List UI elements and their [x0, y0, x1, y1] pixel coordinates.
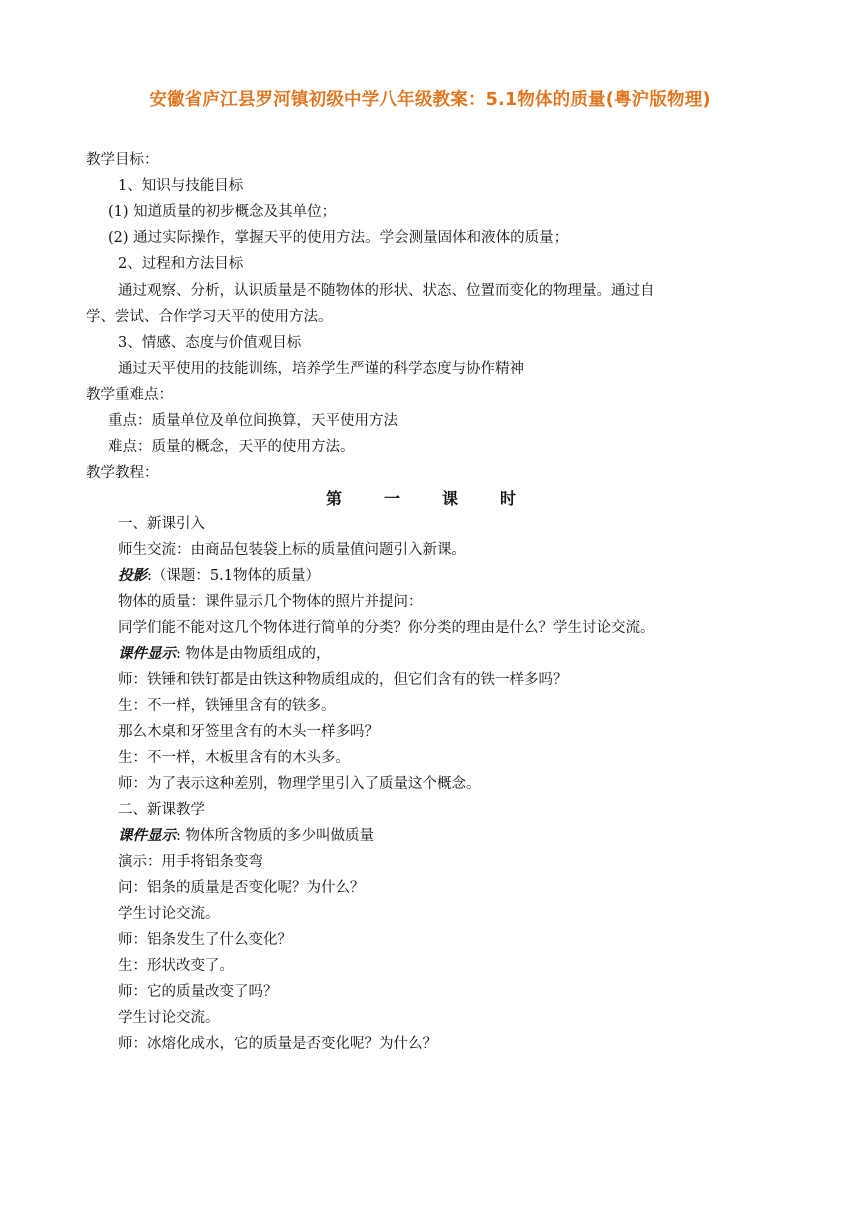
section1-line: 师：铁锤和铁钉都是由铁这种物质组成的，但它们含有的铁一样多吗？: [118, 672, 568, 688]
section1-line: [118, 566, 320, 586]
emotion-text: 通过天平使用的技能训练，培养学生严谨的科学态度与协作精神: [118, 361, 524, 377]
lesson-title-char: 一: [383, 489, 400, 508]
section1-line: 师生交流：由商品包装袋上标的质量值问题引入新课。: [118, 542, 466, 558]
lesson-title-char: 第: [325, 489, 342, 508]
key-points-heading: 教学重难点：: [86, 387, 173, 403]
section1-line: 生：不一样，铁锤里含有的铁多。: [118, 698, 336, 714]
section2-line: 演示：用手将铝条变弯: [118, 854, 263, 870]
projection-label: 投影: [118, 567, 147, 584]
section1-line: 师：为了表示这种差别，物理学里引入了质量这个概念。: [118, 776, 481, 792]
section2-line: 师：它的质量改变了吗？: [118, 984, 278, 1000]
section2-line: 问：铝条的质量是否变化呢？为什么？: [118, 880, 365, 896]
section1-line: 物体的质量：课件显示几个物体的照片并提问：: [118, 594, 423, 610]
section2-line: 生：形状改变了。: [118, 958, 234, 974]
key-point-text: 重点：质量单位及单位间换算，天平使用方法: [108, 413, 398, 429]
process-method-text-1: 通过观察、分析，认识质量是不随物体的形状、状态、位置而变化的物理量。通过自: [118, 283, 655, 299]
section2-line: 学生讨论交流。: [118, 906, 220, 922]
section2-line: 学生讨论交流。: [118, 1010, 220, 1026]
section2-line: [118, 826, 374, 846]
lesson-title-char: 时: [500, 489, 517, 508]
difficult-point-text: 难点：质量的概念，天平的使用方法。: [108, 439, 355, 455]
knowledge-item-1: (1) 知道质量的初步概念及其单位；: [108, 204, 337, 220]
process-method-text-2: 学、尝试、合作学习天平的使用方法。: [86, 309, 333, 325]
projection-text: :（课题：5.1物体的质量）: [147, 568, 320, 584]
section2-line: 师：铝条发生了什么变化？: [118, 932, 292, 948]
courseware-label: 课件显示: [118, 645, 176, 662]
emotion-heading: 3、情感、态度与价值观目标: [118, 335, 302, 351]
section1-line: 那么木桌和牙签里含有的木头一样多吗？: [118, 724, 379, 740]
section1-line: 同学们能不能对这几个物体进行简单的分类？你分类的理由是什么？学生讨论交流。: [118, 620, 655, 636]
document-title: 安徽省庐江县罗河镇初级中学八年级教案：5.1物体的质量(粤沪版物理): [149, 90, 711, 110]
courseware-label: 课件显示: [118, 827, 176, 844]
section1-line: 生：不一样，木板里含有的木头多。: [118, 750, 350, 766]
courseware-text: : 物体所含物质的多少叫做质量: [176, 828, 374, 844]
process-heading: 教学教程：: [86, 465, 159, 481]
lesson-title: [0, 486, 842, 509]
section2-heading: 二、新课教学: [118, 802, 205, 818]
process-method-heading: 2、过程和方法目标: [118, 256, 244, 272]
lesson-title-char: 课: [442, 489, 459, 508]
objectives-heading: 教学目标：: [86, 152, 159, 168]
knowledge-heading: 1、知识与技能目标: [118, 178, 244, 194]
knowledge-item-2: (2) 通过实际操作，掌握天平的使用方法。学会测量固体和液体的质量；: [108, 230, 569, 246]
section2-line: 师：冰熔化成水，它的质量是否变化呢？为什么？: [118, 1036, 437, 1052]
section1-heading: 一、新课引入: [118, 516, 205, 532]
section1-line: [118, 644, 331, 664]
courseware-text: : 物体是由物质组成的，: [176, 646, 331, 662]
